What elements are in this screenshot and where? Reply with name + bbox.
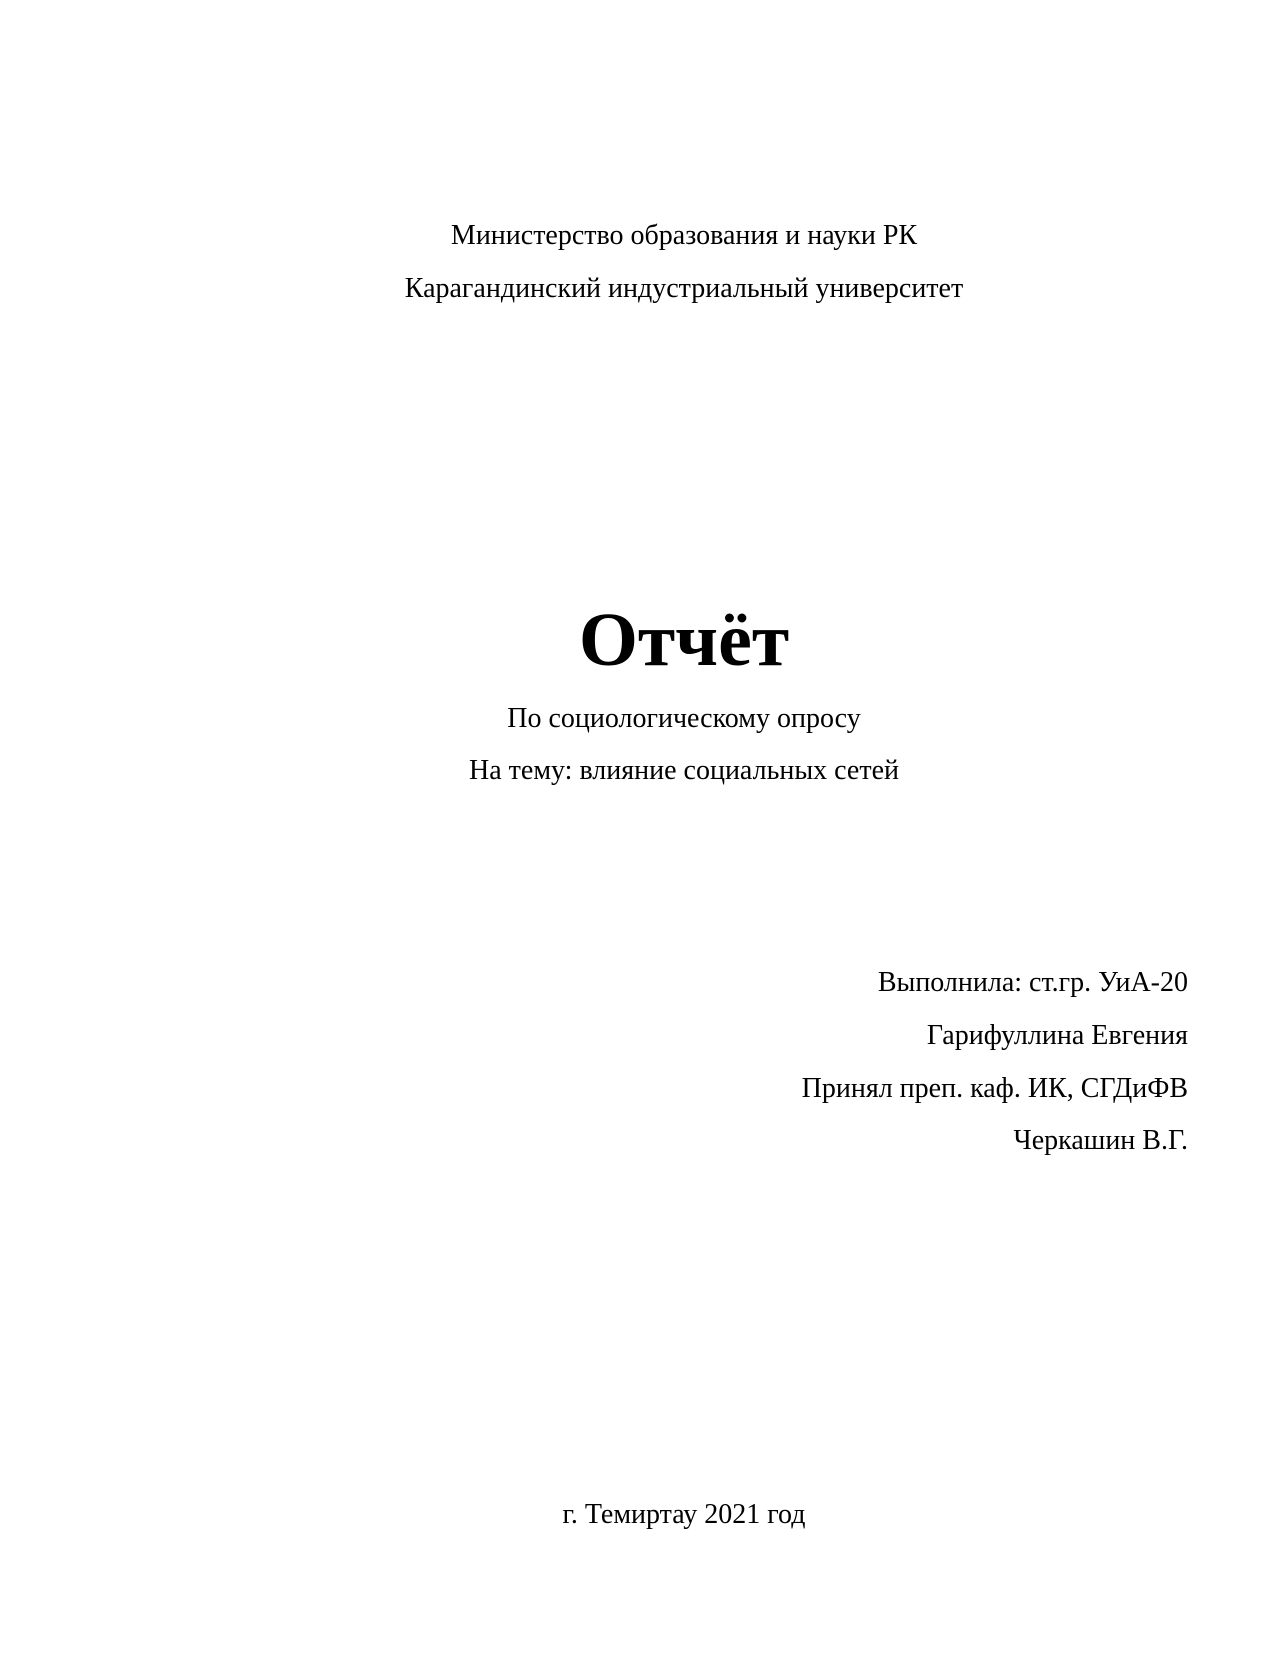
subtitle-topic: На тему: влияние социальных сетей	[469, 755, 899, 786]
accepted-by-line: Принял преп. каф. ИК, СГДиФВ	[801, 1073, 1188, 1104]
university-line: Карагандинский индустриальный университет	[404, 273, 964, 304]
document-title: Отчёт	[578, 598, 790, 682]
performed-by-line: Выполнила: ст.гр. УиА-20	[877, 967, 1188, 998]
city-year-line: г. Темиртау 2021 год	[562, 1499, 806, 1530]
teacher-name: Черкашин В.Г.	[1013, 1125, 1188, 1156]
ministry-line: Министерство образования и науки РК	[450, 220, 918, 251]
student-name: Гарифуллина Евгения	[926, 1020, 1188, 1051]
subtitle-survey: По социологическому опросу	[507, 703, 861, 734]
